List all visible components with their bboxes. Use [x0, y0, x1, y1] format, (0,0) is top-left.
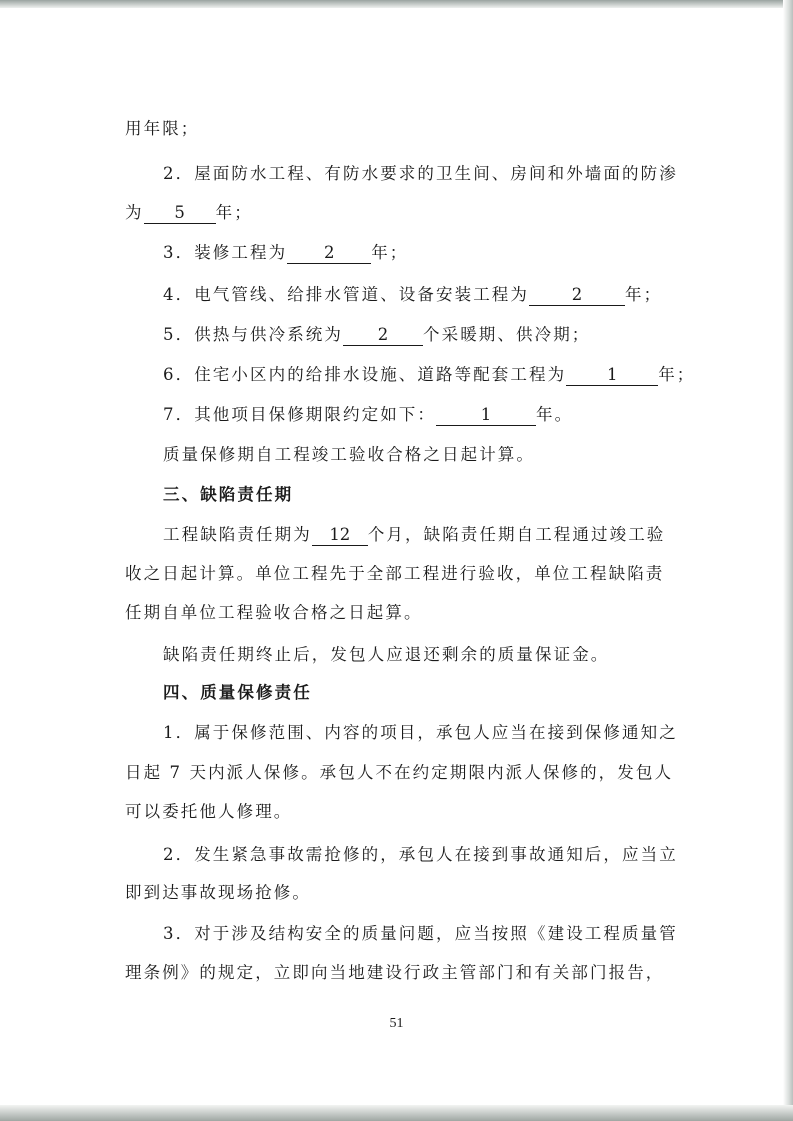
- text-line: 质量保修期自工程竣工验收合格之日起计算。: [163, 445, 535, 464]
- text-line: 日起 7 天内派人保修。承包人不在约定期限内派人保修的，发包人: [125, 763, 674, 782]
- filled-blank: 1: [566, 365, 658, 386]
- scan-edge-bottom: [0, 1105, 793, 1121]
- blank-suffix: 年；: [215, 203, 253, 222]
- text-line: [163, 283, 662, 307]
- text-line: 收之日起计算。单位工程先于全部工程进行验收，单位工程缺陷责: [125, 564, 665, 583]
- blank-prefix: 6．住宅小区内的给排水设施、道路等配套工程为: [163, 365, 567, 384]
- blank-prefix: 为: [125, 203, 144, 222]
- filled-blank: 2: [343, 325, 423, 346]
- text-line: 即到达事故现场抢修。: [125, 883, 311, 902]
- text-line: 2．发生紧急事故需抢修的，承包人在接到事故通知后，应当立: [163, 845, 678, 864]
- blank-prefix: 7．其他项目保修期限约定如下：: [163, 405, 436, 424]
- blank-suffix: 个月，缺陷责任期自工程通过竣工验: [367, 525, 666, 544]
- blank-prefix: 4．电气管线、给排水管道、设备安装工程为: [163, 285, 529, 304]
- text-line: 2．屋面防水工程、有防水要求的卫生间、房间和外墙面的防渗: [163, 164, 678, 183]
- scan-edge-top: [0, 0, 793, 8]
- filled-blank: 5: [144, 203, 216, 224]
- text-line: [163, 323, 590, 347]
- blank-suffix: 年；: [625, 285, 663, 304]
- filled-blank: 12: [312, 525, 368, 546]
- page-number: 51: [389, 1016, 404, 1031]
- text-line: [125, 201, 253, 225]
- blank-suffix: 个采暖期、供冷期；: [423, 325, 591, 344]
- filled-blank: 2: [529, 285, 625, 306]
- blank-suffix: 年；: [371, 243, 409, 262]
- filled-blank: 2: [287, 243, 371, 264]
- text-line: 1．属于保修范围、内容的项目，承包人应当在接到保修通知之: [163, 723, 678, 742]
- filled-blank: 1: [436, 405, 536, 426]
- blank-prefix: 工程缺陷责任期为: [163, 525, 312, 544]
- text-line: 缺陷责任期终止后，发包人应退还剩余的质量保证金。: [163, 645, 610, 664]
- text-line: [163, 241, 408, 265]
- text-line: 用年限；: [125, 119, 200, 138]
- text-line: 任期自单位工程验收合格之日起算。: [125, 603, 423, 622]
- text-line: [163, 523, 665, 547]
- text-line: [163, 363, 695, 387]
- text-line: 可以委托他人修理。: [125, 802, 293, 821]
- section-heading: 三、缺陷责任期: [163, 485, 294, 504]
- blank-prefix: 5．供热与供冷系统为: [163, 325, 343, 344]
- section-heading: 四、质量保修责任: [163, 683, 312, 702]
- blank-suffix: 年。: [536, 405, 574, 424]
- text-line: 3．对于涉及结构安全的质量问题，应当按照《建设工程质量管: [163, 924, 678, 943]
- blank-suffix: 年；: [658, 365, 696, 384]
- text-line: [163, 403, 573, 427]
- blank-prefix: 3．装修工程为: [163, 243, 288, 262]
- scan-edge-right: [783, 0, 793, 1121]
- text-line: 理条例》的规定，立即向当地建设行政主管部门和有关部门报告，: [125, 963, 665, 982]
